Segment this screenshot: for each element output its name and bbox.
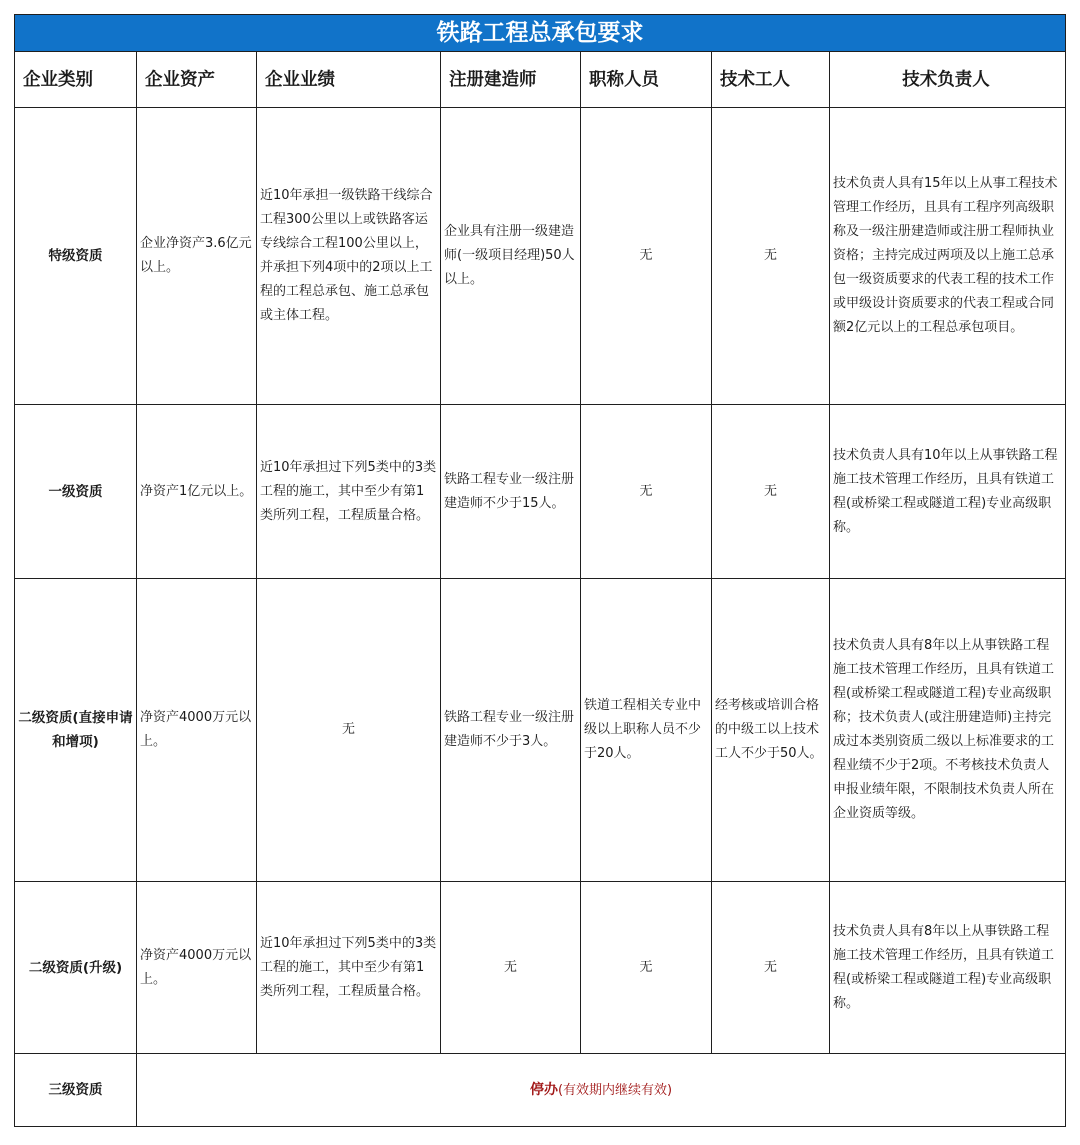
table-row	[15, 579, 1066, 882]
row-workers: 无	[712, 108, 830, 405]
row-builders: 铁路工程专业一级注册建造师不少于15人。	[441, 405, 581, 579]
row-performance: 近10年承担一级铁路干线综合工程300公里以上或铁路客运专线综合工程100公里以上，并承担下列4项中的2项以上工程的工程总承包、施工总承包或主体工程。	[257, 108, 441, 405]
row-builders: 企业具有注册一级建造师(一级项目经理)50人以上。	[441, 108, 581, 405]
row-workers: 无	[712, 405, 830, 579]
table-title: 铁路工程总承包要求	[15, 15, 1066, 52]
header-category: 企业类别	[15, 52, 137, 108]
row-titled-staff: 铁道工程相关专业中级以上职称人员不少于20人。	[581, 579, 712, 882]
row-workers: 无	[712, 882, 830, 1054]
row-titled-staff: 无	[581, 405, 712, 579]
row-titled-staff: 无	[581, 882, 712, 1054]
row-performance: 近10年承担过下列5类中的3类工程的施工，其中至少有第1类所列工程，工程质量合格。	[257, 882, 441, 1054]
row-category: 特级资质	[15, 108, 137, 405]
table-row	[15, 108, 1066, 405]
requirements-table-container	[14, 14, 1065, 1127]
table-row	[15, 405, 1066, 579]
discontinued-status: 停办	[529, 1081, 558, 1098]
row-titled-staff: 无	[581, 108, 712, 405]
requirements-table	[14, 14, 1066, 1127]
row-workers: 经考核或培训合格的中级工以上技术工人不少于50人。	[712, 579, 830, 882]
header-workers: 技术工人	[712, 52, 830, 108]
row-tech-lead: 技术负责人具有10年以上从事铁路工程施工技术管理工作经历，且具有铁道工程(或桥梁工程或隧道工程)专业高级职称。	[830, 405, 1066, 579]
row-builders: 无	[441, 882, 581, 1054]
row-tech-lead: 技术负责人具有15年以上从事工程技术管理工作经历，且具有工程序列高级职称及一级注册建造师或注册工程师执业资格；主持完成过两项及以上施工总承包一级资质要求的代表工程的技术工作或甲级设计资质要求的代表工程或合同额2亿元以上的工程总承包项目。	[830, 108, 1066, 405]
row-category: 三级资质	[15, 1054, 137, 1127]
header-assets: 企业资产	[137, 52, 257, 108]
header-builders: 注册建造师	[441, 52, 581, 108]
table-row-discontinued	[15, 1054, 1066, 1127]
header-titled-staff: 职称人员	[581, 52, 712, 108]
row-category: 一级资质	[15, 405, 137, 579]
row-assets: 净资产4000万元以上。	[137, 579, 257, 882]
header-performance: 企业业绩	[257, 52, 441, 108]
header-row	[15, 52, 1066, 108]
row-tech-lead: 技术负责人具有8年以上从事铁路工程施工技术管理工作经历，且具有铁道工程(或桥梁工程或隧道工程)专业高级职称；技术负责人(或注册建造师)主持完成过本类别资质二级以上标准要求的工程业绩不少于2项。不考核技术负责人申报业绩年限，不限制技术负责人所在企业资质等级。	[830, 579, 1066, 882]
row-builders: 铁路工程专业一级注册建造师不少于3人。	[441, 579, 581, 882]
header-tech-lead: 技术负责人	[830, 52, 1066, 108]
table-row	[15, 882, 1066, 1054]
row-performance: 无	[257, 579, 441, 882]
row-category: 二级资质(升级)	[15, 882, 137, 1054]
row-tech-lead: 技术负责人具有8年以上从事铁路工程施工技术管理工作经历，且具有铁道工程(或桥梁工程或隧道工程)专业高级职称。	[830, 882, 1066, 1054]
row-performance: 近10年承担过下列5类中的3类工程的施工，其中至少有第1类所列工程，工程质量合格。	[257, 405, 441, 579]
row-category: 二级资质(直接申请和增项)	[15, 579, 137, 882]
row-assets: 净资产1亿元以上。	[137, 405, 257, 579]
discontinued-note: (有效期内继续有效)	[557, 1082, 673, 1098]
row-assets: 净资产4000万元以上。	[137, 882, 257, 1054]
title-row	[15, 15, 1066, 52]
row-assets: 企业净资产3.6亿元以上。	[137, 108, 257, 405]
discontinued-cell	[137, 1054, 1066, 1127]
